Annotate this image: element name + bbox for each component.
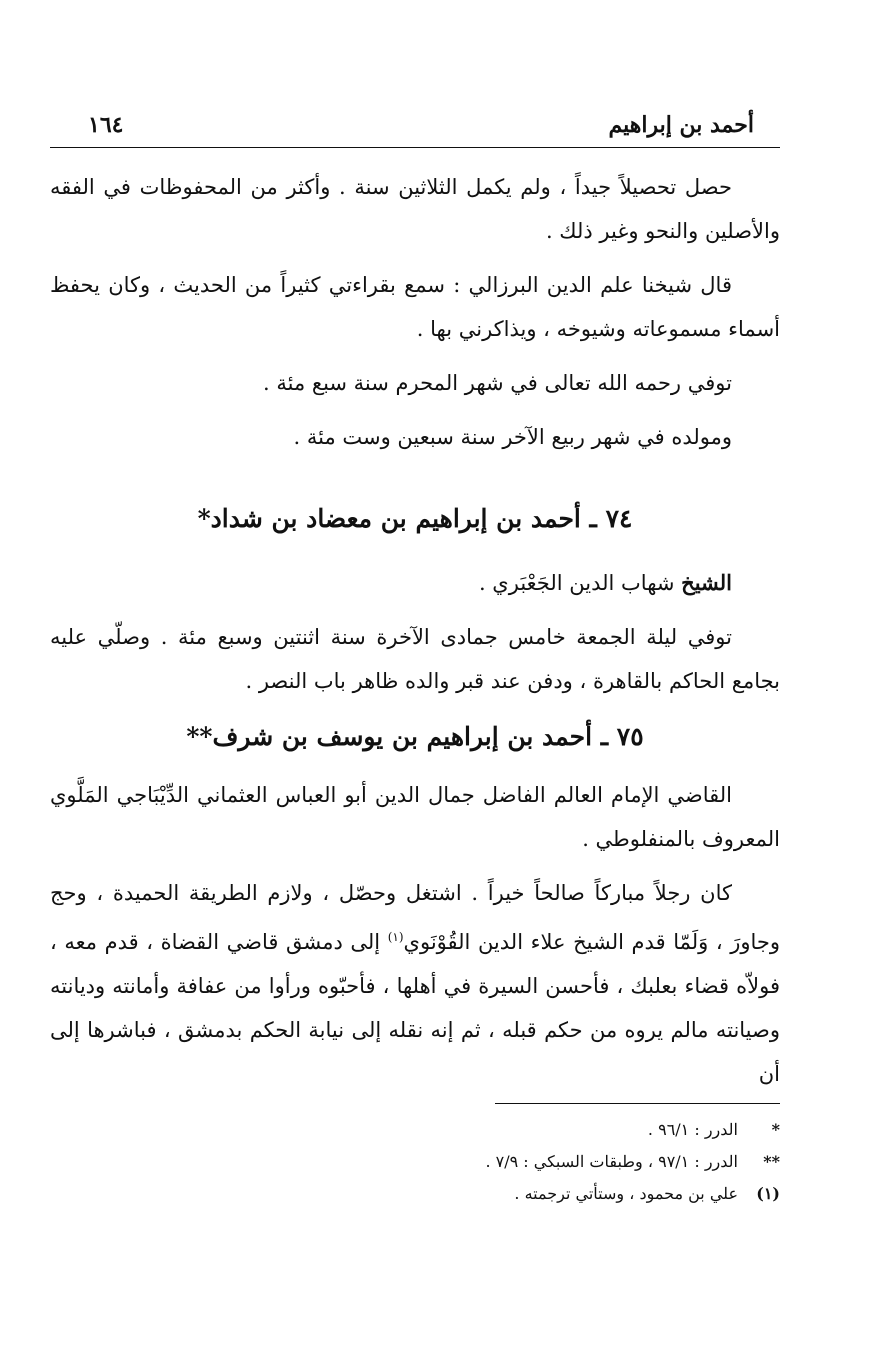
- footnote-mark: (١): [756, 1184, 780, 1203]
- footnote-text: الدرر : ٩٧/١ ، وطبقات السبكي : ٧/٩ .: [485, 1152, 738, 1171]
- footnote-mark: *: [771, 1120, 780, 1139]
- footnote-text: علي بن محمود ، وستأتي ترجمته .: [514, 1184, 738, 1203]
- paragraph-1: حصل تحصيلاً جيداً ، ولم يكمل الثلاثين سنة . وأكثر من المحفوظات في الفقه والأصلين والنحو وغير ذلك .: [50, 175, 780, 243]
- paragraph-5-rest: شهاب الدين الجَعْبَري .: [478, 571, 682, 595]
- paragraph-5: [50, 561, 780, 605]
- entry-heading-75: ٧٥ ـ أحمد بن إبراهيم بن يوسف بن شرف**: [186, 722, 644, 751]
- paragraph-7: القاضي الإمام العالم الفاضل جمال الدين أبو العباس العثماني الدِّيْبَاجي المَلَّوي المعروف بالمنفلوطي .: [50, 783, 780, 851]
- footnote-item: [50, 1146, 780, 1178]
- entry-heading-74: ٧٤ ـ أحمد بن إبراهيم بن معضاد بن شداد*: [197, 504, 633, 533]
- paragraph-8: [50, 871, 780, 1096]
- running-title: أحمد بن إبراهيم: [608, 112, 754, 138]
- footnote-mark: **: [763, 1152, 780, 1171]
- page-number: ١٦٤: [88, 112, 124, 138]
- footnotes: [50, 1114, 780, 1210]
- footnote-reference: (١): [387, 930, 404, 944]
- paragraph-6: توفي ليلة الجمعة خامس جمادى الآخرة سنة اثنتين وسبع مئة . وصلّي عليه بجامع الحاكم بالقاهرة ، ودفن عند قبر والده ظاهر باب النصر .: [50, 625, 780, 693]
- paragraph-2: قال شيخنا علم الدين البرزالي : سمع بقراءتي كثيراً من الحديث ، وكان يحفظ أسماء مسموعاته وشيوخه ، ويذاكرني بها .: [50, 273, 780, 341]
- footnote-rule: [495, 1103, 780, 1104]
- main-text: [50, 165, 780, 1106]
- paragraph-4: ومولده في شهر ربيع الآخر سنة سبعين وست مئة .: [293, 425, 732, 449]
- header-rule: [50, 147, 780, 148]
- paragraph-8-part-2: إلى دمشق قاضي القضاة ، قدم معه ، فولاّه قضاء بعلبك ، فأحسن السيرة في أهلها ، فأحبّوه ورأوا من عفافة وأمانته وديانته وصيانته مالم يروه من حكم قبله ، ثم إنه نقله إلى نيابة الحكم بدمشق ، فباشرها إلى أن: [50, 930, 780, 1086]
- paragraph-3: توفي رحمه الله تعالى في شهر المحرم سنة سبع مئة .: [263, 371, 732, 395]
- footnote-item: [50, 1114, 780, 1146]
- book-page: [50, 0, 780, 1369]
- paragraph-5-lead: الشيخ: [681, 570, 732, 595]
- footnote-item: [50, 1178, 780, 1210]
- paragraph-8-part-1: كان رجلاً مباركاً صالحاً خيراً . اشتغل وحصّل ، ولازم الطريقة الحميدة ، وحج وجاورَ ، وَلَمّا قدم الشيخ علاء الدين القُوْنَوي: [50, 881, 781, 954]
- running-header: [50, 108, 780, 144]
- footnote-text: الدرر : ٩٦/١ .: [647, 1120, 738, 1139]
